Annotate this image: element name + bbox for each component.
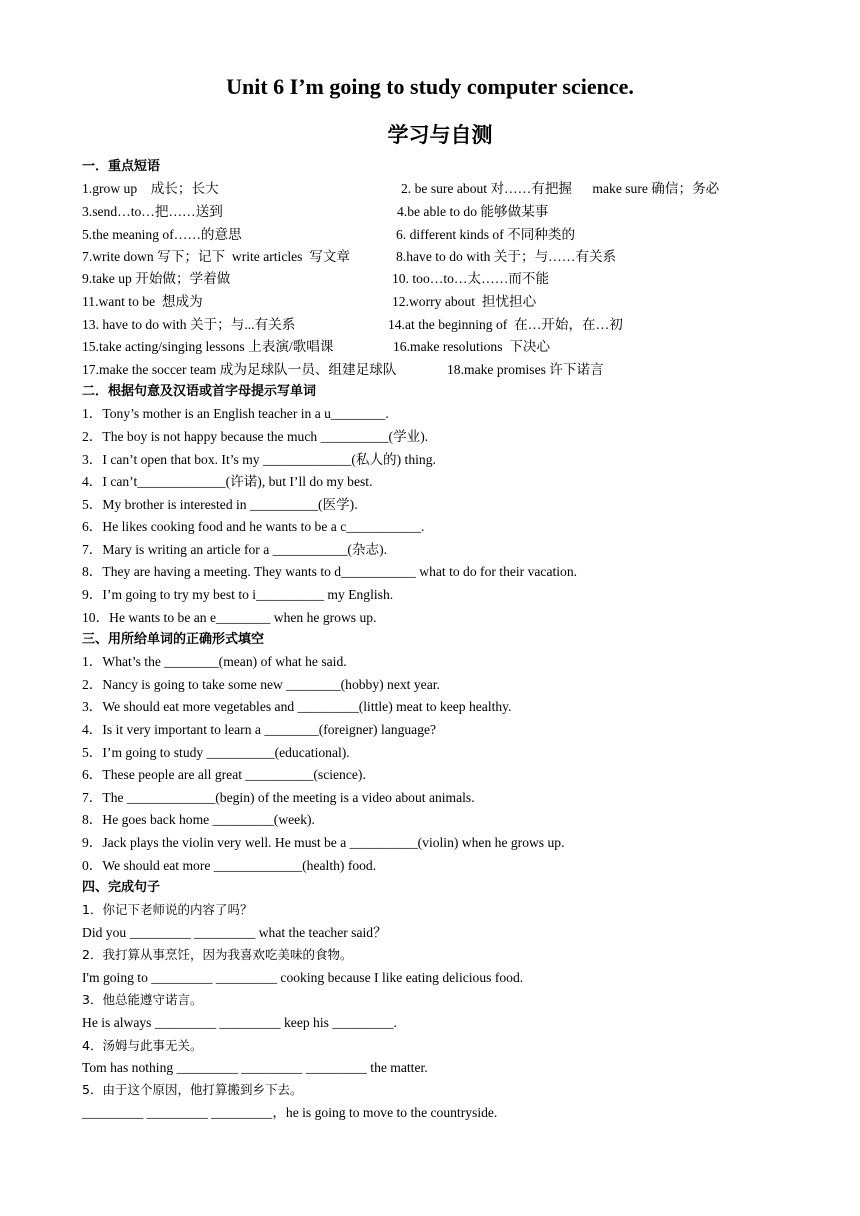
chinese-prompt: 5．由于这个原因，他打算搬到乡下去。 bbox=[82, 1082, 303, 1097]
exercise-item: 9．I’m going to try my best to i__________ my English. bbox=[82, 587, 394, 602]
phrase-row-a: 11.want to be 想成为 bbox=[82, 294, 203, 309]
chinese-prompt: 3．他总能遵守诺言。 bbox=[82, 992, 203, 1007]
exercise-item: 5．My brother is interested in __________(医学). bbox=[82, 497, 358, 512]
phrase-row-a: 7.write down 写下；记下 write articles 写文章 bbox=[82, 249, 351, 264]
exercise-item: 0．We should eat more _____________(health) food. bbox=[82, 858, 377, 873]
phrase-row-b: 6. different kinds of 不同种类的 bbox=[396, 227, 576, 242]
section-4-heading: 四、完成句子 bbox=[82, 880, 161, 895]
document-title: Unit 6 I’m going to study computer science. bbox=[226, 74, 634, 99]
exercise-item: I'm going to _________ _________ cooking because I like eating delicious food. bbox=[82, 970, 524, 985]
exercise-item: 9．Jack plays the violin very well. He must be a __________(violin) when he grows up. bbox=[82, 835, 565, 850]
exercise-item: _________ _________ _________，he is going to move to the countryside. bbox=[82, 1105, 498, 1120]
phrase-row-b: 18.make promises 许下诺言 bbox=[447, 362, 604, 377]
exercise-item: 4．I can’t_____________(许诺), but I’ll do my best. bbox=[82, 474, 373, 489]
chinese-prompt: 1．你记下老师说的内容了吗？ bbox=[82, 902, 253, 917]
exercise-item: 7．The _____________(begin) of the meeting is a video about animals. bbox=[82, 790, 475, 805]
exercise-item: 6．These people are all great __________(science). bbox=[82, 767, 366, 782]
phrase-row-b: 10. too…to…太……而不能 bbox=[392, 271, 550, 286]
section-2-heading: 二．根据句意及汉语或首字母提示写单词 bbox=[82, 384, 317, 399]
exercise-item: 1．Tony’s mother is an English teacher in a u________. bbox=[82, 406, 389, 421]
section-3-heading: 三、用所给单词的正确形式填空 bbox=[82, 632, 265, 647]
phrase-row-b: 12.worry about 担忧担心 bbox=[392, 294, 537, 309]
exercise-item: He is always _________ _________ keep his _________. bbox=[82, 1015, 397, 1030]
phrase-row-a: 9.take up 开始做；学着做 bbox=[82, 271, 231, 286]
chinese-prompt: 4．汤姆与此事无关。 bbox=[82, 1038, 203, 1053]
exercise-item: 7．Mary is writing an article for a ___________(杂志). bbox=[82, 542, 388, 557]
exercise-item: 5．I’m going to study __________(educational). bbox=[82, 745, 350, 760]
phrase-row-b: 14.at the beginning of 在…开始，在…初 bbox=[388, 317, 623, 332]
phrase-row-b: 16.make resolutions 下决心 bbox=[393, 339, 551, 354]
phrase-row-b: 2. be sure about 对……有把握 make sure 确信；务必 bbox=[401, 181, 720, 196]
exercise-item: 8．They are having a meeting. They wants to d___________ what to do for their vacation. bbox=[82, 564, 578, 579]
exercise-item: Tom has nothing _________ _________ _________ the matter. bbox=[82, 1060, 428, 1075]
section-1-heading: 一．重点短语 bbox=[82, 159, 161, 174]
phrase-row-a: 3.send…to…把……送到 bbox=[82, 204, 223, 219]
phrase-row-a: 15.take acting/singing lessons 上表演/歌唱课 bbox=[82, 339, 334, 354]
document-subtitle: 学习与自测 bbox=[387, 123, 493, 147]
exercise-item: 10．He wants to be an e________ when he grows up. bbox=[82, 610, 377, 625]
phrase-row-a: 5.the meaning of……的意思 bbox=[82, 227, 242, 242]
exercise-item: 8．He goes back home _________(week). bbox=[82, 812, 315, 827]
exercise-item: 3．I can’t open that box. It’s my _____________(私人的) thing. bbox=[82, 452, 436, 467]
exercise-item: 3．We should eat more vegetables and _________(little) meat to keep healthy. bbox=[82, 699, 512, 714]
exercise-item: 6．He likes cooking food and he wants to be a c___________. bbox=[82, 519, 425, 534]
phrase-row-a: 1.grow up 成长；长大 bbox=[82, 181, 219, 196]
exercise-item: Did you _________ _________ what the teacher said？ bbox=[82, 925, 387, 940]
chinese-prompt: 2．我打算从事烹饪，因为我喜欢吃美味的食物。 bbox=[82, 947, 353, 962]
exercise-item: 1．What’s the ________(mean) of what he said. bbox=[82, 654, 347, 669]
exercise-item: 2．The boy is not happy because the much __________(学业). bbox=[82, 429, 429, 444]
phrase-row-b: 8.have to do with 关于；与……有关系 bbox=[396, 249, 617, 264]
phrase-row-a: 17.make the soccer team 成为足球队一员、组建足球队 bbox=[82, 362, 397, 377]
exercise-item: 2．Nancy is going to take some new ________(hobby) next year. bbox=[82, 677, 440, 692]
phrase-row-a: 13. have to do with 关于；与...有关系 bbox=[82, 317, 296, 332]
exercise-item: 4．Is it very important to learn a ________(foreigner) language? bbox=[82, 722, 437, 737]
phrase-row-b: 4.be able to do 能够做某事 bbox=[397, 204, 549, 219]
